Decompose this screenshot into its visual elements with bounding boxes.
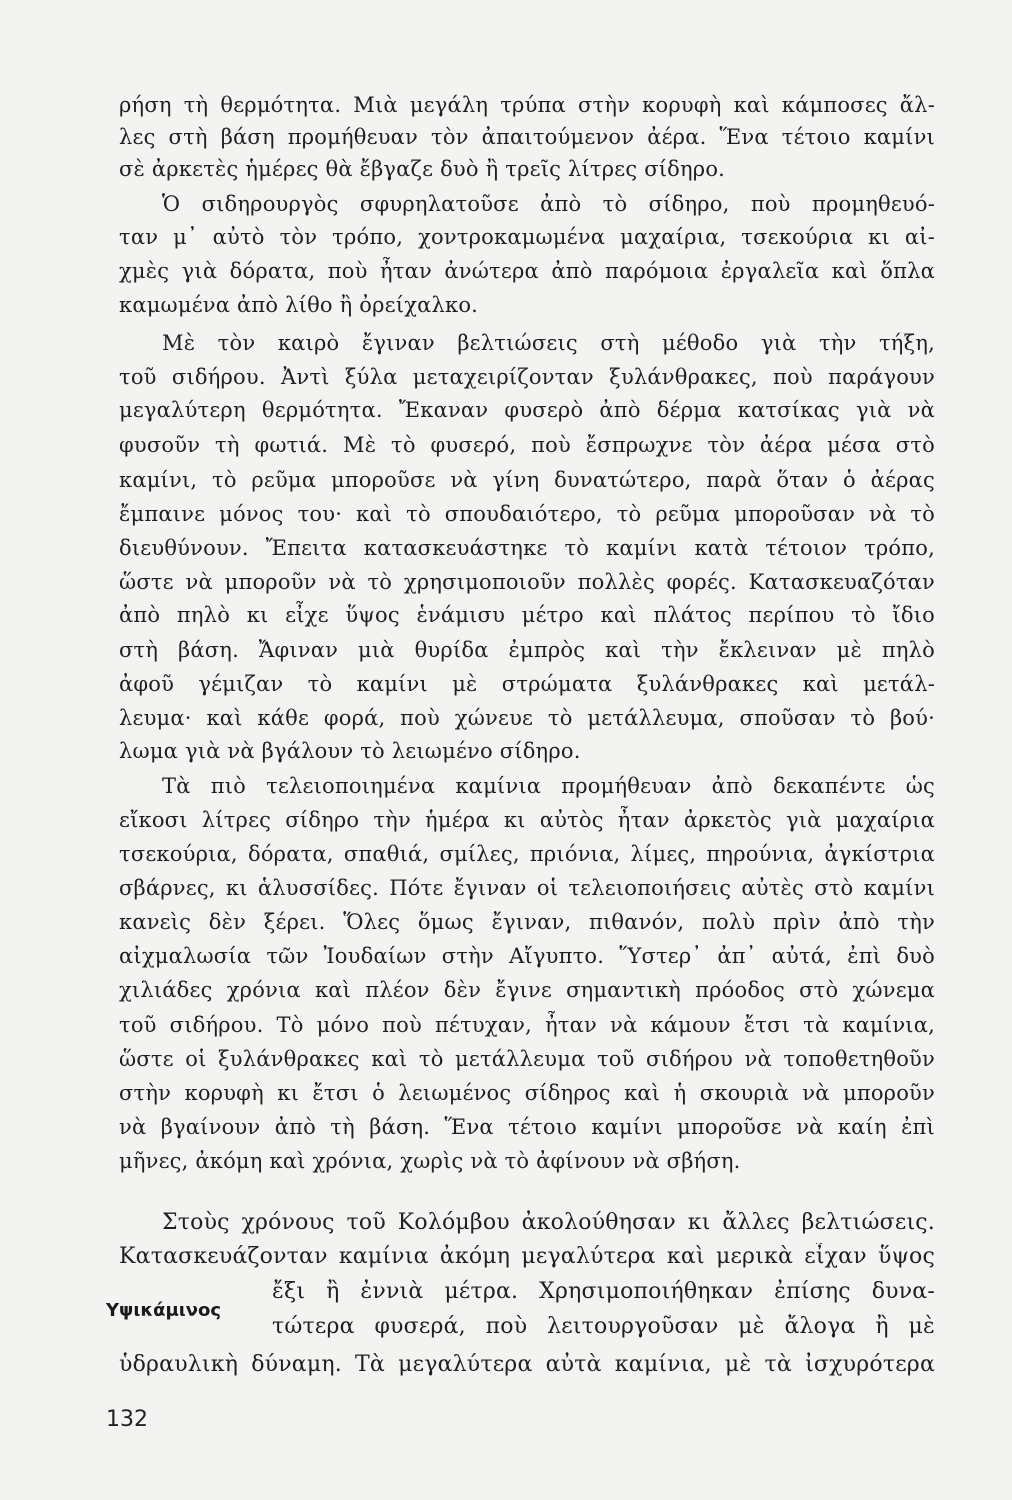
text-line: λευμα· καὶ κάθε φορά, ποὺ χώνευε τὸ μετάλλευμα, σποῦσαν τὸ βού·	[119, 706, 935, 730]
text-line: χιλιάδες χρόνια καὶ πλέον δὲν ἔγινε σημαντικὴ πρόοδος στὸ χώνεμα	[119, 978, 935, 1002]
text-line: ρήση τὴ θερμότητα. Μιὰ μεγάλη τρύπα στὴν κορυφὴ καὶ κάμποσες ἄλ-	[119, 93, 935, 117]
text-line: μῆνες, ἀκόμη καὶ χρόνια, χωρὶς νὰ τὸ ἀφίνουν νὰ σβήση.	[119, 1149, 741, 1173]
text-line: Στοὺς χρόνους τοῦ Κολόμβου ἀκολούθησαν κι ἄλλες βελτιώσεις.	[162, 1210, 935, 1235]
text-line: Μὲ τὸν καιρὸ ἔγιναν βελτιώσεις στὴ μέθοδο γιὰ τὴν τήξη,	[162, 331, 935, 355]
text-line: ἔξι ἢ ἐννιὰ μέτρα. Χρησιμοποιήθηκαν ἐπίσης δυνα-	[272, 1279, 935, 1304]
text-line: Κατασκευάζονταν καμίνια ἀκόμη μεγαλύτερα καὶ μερικὰ εἶχαν ὕψος	[119, 1244, 935, 1269]
text-line: κανεὶς δὲν ξέρει. Ὅλες ὅμως ἔγιναν, πιθανόν, πολὺ πρὶν ἀπὸ τὴν	[119, 910, 935, 934]
page-number: 132	[106, 1407, 148, 1432]
text-line: εἴκοσι λίτρες σίδηρο τὴν ἡμέρα κι αὐτὸς ἦταν ἀρκετὸς γιὰ μαχαίρια	[119, 808, 935, 832]
text-line: ἀπὸ πηλὸ κι εἶχε ὕψος ἑνάμισυ μέτρο καὶ πλάτος περίπου τὸ ἴδιο	[119, 603, 935, 627]
margin-note: Υψικάμινος	[106, 1300, 222, 1321]
text-line: χμὲς γιὰ δόρατα, ποὺ ἦταν ἀνώτερα ἀπὸ παρόμοια ἐργαλεῖα καὶ ὅπλα	[119, 259, 935, 283]
text-line: ὥστε νὰ μποροῦν νὰ τὸ χρησιμοποιοῦν πολλὲς φορές. Κατασκευαζόταν	[119, 570, 935, 594]
text-line: ὑδραυλικὴ δύναμη. Τὰ μεγαλύτερα αὐτὰ καμίνια, μὲ τὰ ἰσχυρότερα	[119, 1352, 935, 1377]
text-line: καμωμένα ἀπὸ λίθο ἢ ὀρείχαλκο.	[119, 293, 479, 317]
text-line: τσεκούρια, δόρατα, σπαθιά, σμίλες, πριόνια, λίμες, πηρούνια, ἀγκίστρια	[119, 842, 935, 866]
text-line: ἔμπαινε μόνος του· καὶ τὸ σπουδαιότερο, τὸ ρεῦμα μποροῦσαν νὰ τὸ	[119, 502, 935, 526]
text-line: Ὁ σιδηρουργὸς σφυρηλατοῦσε ἀπὸ τὸ σίδηρο, ποὺ προμηθευό-	[162, 192, 935, 216]
text-line: μεγαλύτερη θερμότητα. Ἔκαναν φυσερὸ ἀπὸ δέρμα κατσίκας γιὰ νὰ	[119, 398, 935, 422]
text-line: λες στὴ βάση προμήθευαν τὸν ἀπαιτούμενον ἀέρα. Ἕνα τέτοιο καμίνι	[119, 125, 935, 149]
text-line: σβάρνες, κι ἁλυσσίδες. Πότε ἔγιναν οἱ τελειοποιήσεις αὐτὲς στὸ καμίνι	[119, 876, 935, 900]
text-line: ἀφοῦ γέμιζαν τὸ καμίνι μὲ στρώματα ξυλάνθρακες καὶ μετάλ-	[119, 672, 935, 696]
text-line: καμίνι, τὸ ρεῦμα μποροῦσε νὰ γίνη δυνατώτερο, παρὰ ὅταν ὁ ἀέρας	[119, 468, 935, 492]
text-line: αἰχμαλωσία τῶν Ἰουδαίων στὴν Αἴγυπτο. Ὕστερ᾽ ἀπ᾽ αὐτά, ἐπὶ δυὸ	[119, 944, 935, 968]
text-line: τώτερα φυσερά, ποὺ λειτουργοῦσαν μὲ ἄλογα ἢ μὲ	[272, 1314, 935, 1339]
text-line: ὥστε οἱ ξυλάνθρακες καὶ τὸ μετάλλευμα τοῦ σιδήρου νὰ τοποθετηθοῦν	[119, 1047, 935, 1071]
text-line: στὴ βάση. Ἄφιναν μιὰ θυρίδα ἐμπρὸς καὶ τὴν ἔκλειναν μὲ πηλὸ	[119, 638, 935, 662]
text-line: τοῦ σιδήρου. Τὸ μόνο ποὺ πέτυχαν, ἦταν νὰ κάμουν ἔτσι τὰ καμίνια,	[119, 1013, 935, 1037]
text-line: φυσοῦν τὴ φωτιά. Μὲ τὸ φυσερό, ποὺ ἔσπρωχνε τὸν ἀέρα μέσα στὸ	[119, 433, 935, 457]
text-line: νὰ βγαίνουν ἀπὸ τὴ βάση. Ἕνα τέτοιο καμίνι μποροῦσε νὰ καίη ἐπὶ	[119, 1115, 935, 1139]
text-line: τοῦ σιδήρου. Ἀντὶ ξύλα μεταχειρίζονταν ξυλάνθρακες, ποὺ παράγουν	[119, 365, 935, 389]
text-line: στὴν κορυφὴ κι ἔτσι ὁ λειωμένος σίδηρος καὶ ἡ σκουριὰ νὰ μποροῦν	[119, 1081, 935, 1105]
text-line: λωμα γιὰ νὰ βγάλουν τὸ λειωμένο σίδηρο.	[119, 739, 581, 763]
text-line: διευθύνουν. Ἔπειτα κατασκευάστηκε τὸ καμίνι κατὰ τέτοιον τρόπο,	[119, 536, 935, 560]
text-line: ταν μ᾽ αὐτὸ τὸν τρόπο, χοντροκαμωμένα μαχαίρια, τσεκούρια κι αἰ-	[119, 225, 935, 249]
text-line: σὲ ἀρκετὲς ἡμέρες θὰ ἔβγαζε δυὸ ἢ τρεῖς λίτρες σίδηρο.	[119, 157, 726, 181]
text-line: Τὰ πιὸ τελειοποιημένα καμίνια προμήθευαν ἀπὸ δεκαπέντε ὡς	[162, 774, 935, 798]
